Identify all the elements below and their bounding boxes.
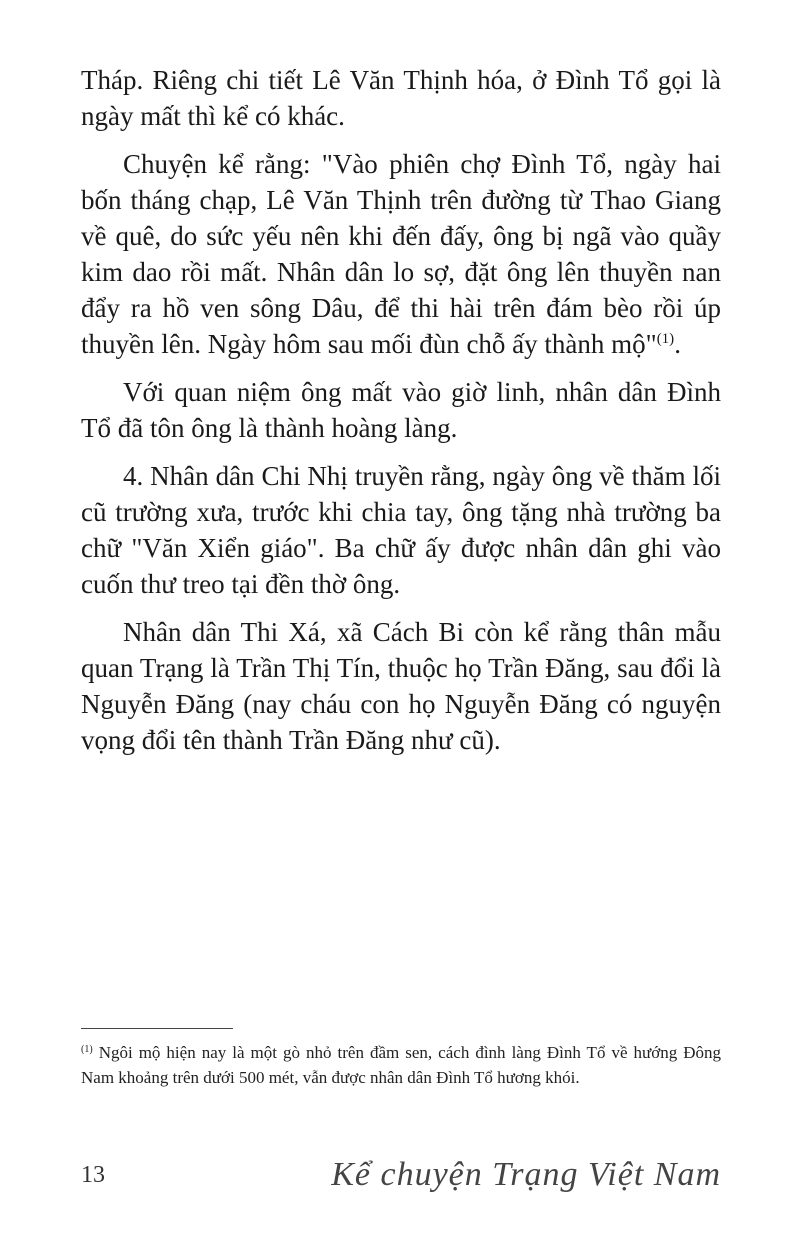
page-footer xyxy=(81,1152,721,1202)
running-title: Kể chuyện Trạng Việt Nam xyxy=(331,1156,721,1193)
paragraph-3: Với quan niệm ông mất vào giờ linh, nhân dân Đình Tổ đã tôn ông là thành hoàng làng. xyxy=(81,377,721,443)
footnote-reference: (1) xyxy=(656,331,675,347)
page-body xyxy=(81,62,721,770)
footnote-text: Ngôi mộ hiện nay là một gò nhỏ trên đầm sen, cách đình làng Đình Tổ về hướng Đông Nam khoảng trên dưới 500 mét, vẫn được nhân dân Đình Tổ hương khói. xyxy=(81,1043,722,1087)
paragraph-2-text: Chuyện kể rằng: "Vào phiên chợ Đình Tổ, ngày hai bốn tháng chạp, Lê Văn Thịnh trên đường từ Thao Giang về quê, do sức yếu nên khi đến đấy, ông bị ngã vào quầy kim dao rồi mất. Nhân dân lo sợ, đặt ông lên thuyền nan đẩy ra hồ ven sông Dâu, để thi hài trên đám bèo rồi úp thuyền lên. Ngày hôm sau mối đùn chỗ ấy thành mộ" xyxy=(81,149,721,359)
footnote-divider xyxy=(81,1028,233,1029)
page-number: 13 xyxy=(81,1162,105,1188)
paragraph-2 xyxy=(81,146,721,362)
footnote-marker: (1) xyxy=(81,1044,93,1055)
paragraph-1: Tháp. Riêng chi tiết Lê Văn Thịnh hóa, ở Đình Tổ gọi là ngày mất thì kể có khác. xyxy=(81,65,721,131)
paragraph-4: 4. Nhân dân Chi Nhị truyền rằng, ngày ông về thăm lối cũ trường xưa, trước khi chia tay, ông tặng nhà trường ba chữ "Văn Xiển giáo". Ba chữ ấy được nhân dân ghi vào cuốn thư treo tại đền thờ ông. xyxy=(81,461,721,599)
footnote xyxy=(81,1040,721,1090)
paragraph-5: Nhân dân Thi Xá, xã Cách Bi còn kể rằng thân mẫu quan Trạng là Trần Thị Tín, thuộc họ Trần Đăng, sau đổi là Nguyễn Đăng (nay cháu con họ Nguyễn Đăng có nguyện vọng đổi tên thành Trần Đăng như cũ). xyxy=(81,617,721,755)
paragraph-2-end: . xyxy=(674,329,681,359)
